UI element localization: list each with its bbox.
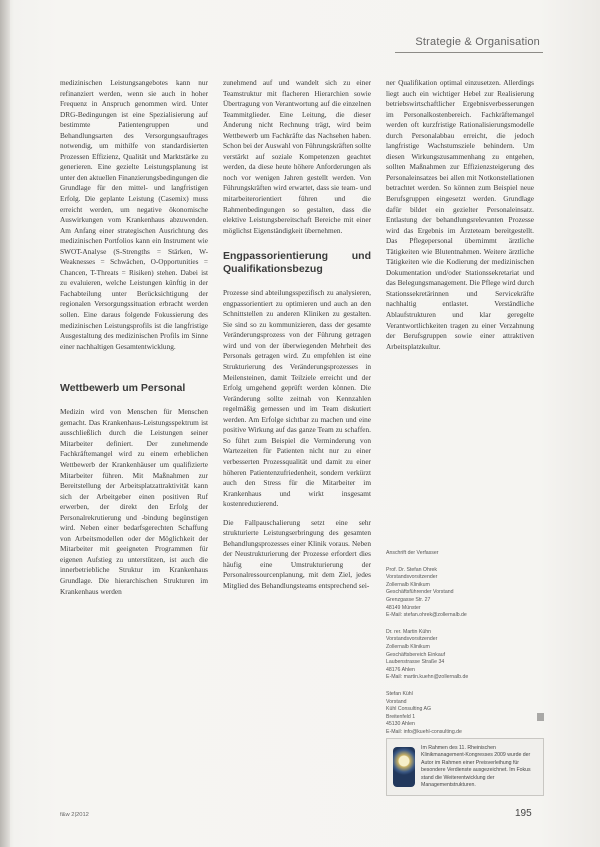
author-block — [386, 691, 534, 737]
paragraph: medizinischen Leistungsangebotes kann nur refinanziert werden, wenn sie auch in hoher Frequenz in Anspruch genommen wird. Unter DRG-Bedingungen ist eine Spezialisierung auf bestimmte Patientengruppen und Behandlungsarten des Versorgungsauftrages notwendig, um mithilfe von standardisierten Prozessen Effizienz, Qualität und Marktstärke zu generieren. Eine gezielte Leistungsplanung ist unter den aktuellen Finanzierungsbedingungen die Grundlage für den mittel- und langfristigen Erfolg. Die geplante Leistung (Casemix) muss erreicht werden, um negative ökonomische Auswirkungen vom Krankenhaus abzuwenden. Am Anfang einer strategischen Ausrichtung des medizinischen Portfolios kann ein Instrument wie SWOT-Analyse (S-Strengths = Stärken, W-Weaknesses = Schwächen, O-Opportunities = Chancen, T-Threats = Risiken) stehen. Dabei ist zu evaluieren, welche Leistungen künftig in der Fachabteilung unter Berücksichtigung der regionalen Versorgungssituation erbracht werden sollen. Eine daraus folgende Fokussierung des medizinischen Leistungsprofils ist die langfristige Ausgestaltung des medizinischen Profils im Sinne einer nachhaltigen Gesamtentwicklung. — [60, 78, 208, 351]
page-spine-shadow — [0, 0, 10, 847]
author-line: 45130 Ahlen — [386, 721, 415, 728]
author-line: Vorstand — [386, 698, 407, 705]
author-email: E-Mail: stefan.ohrek@zollernalb.de — [386, 612, 467, 619]
author-block — [386, 567, 534, 620]
author-line: Kühl Consulting AG — [386, 706, 431, 713]
section-title: Strategie & Organisation — [415, 36, 540, 48]
paragraph: Prozesse sind abteilungsspezifisch zu analysieren, engpassorientiert zu optimieren und auch an den Schnittstellen zu anderen Kliniken zu gestalten. Sie sind so zu kommunizieren, dass der gesamte Veränderungsprozess von der Führung getragen wird und von der überwiegenden Mehrheit des Personals getragen wird. Zu empfehlen ist eine Strukturierung des Veränderungsprozesses in Meilensteinen, damit Teilziele erreicht und der Erfolg umgehend geprüft werden können. Die Veränderung sollte zeitnah von Kennzahlen regelmäßig gemessen und im Team diskutiert werden. Am Erfolge sichtbar zu machen und eine positive Wirkung auf das ganze Team zu schaffen. So führt zum Beispiel die Verminderung von Wartezeiten für Patienten nicht nur zu einer verbesserten Prozessqualität und damit zu einer höheren Patientenzufriedenheit, sondern verkürzt auch den Stress für die Mitarbeiter im Krankenhaus und wirkt insgesamt kostenreduzierend. — [223, 288, 371, 509]
author-line: Grenzgasse Str. 27 — [386, 596, 431, 603]
author-line: Prof. Dr. Stefan Ohrek — [386, 566, 438, 573]
author-line: 48176 Ahlen — [386, 666, 415, 673]
award-medal-image — [393, 747, 415, 787]
header-rule — [395, 52, 543, 53]
author-line: Zollernalb Klinikum — [386, 643, 430, 650]
author-line: Laubenstrasse Straße 34 — [386, 659, 445, 666]
author-addresses — [386, 550, 534, 745]
text-column-1 — [60, 78, 208, 597]
end-mark-square — [537, 713, 544, 721]
paragraph: Medizin wird von Menschen für Menschen gemacht. Das Krankenhaus-Leistungsspektrum ist ausschließlich durch die Leistungen seiner Mitarbeiter definiert. Der zunehmende Fachkräftemangel wird zu einem erheblichen Wettbewerb der Krankenhäuser um qualifizierte Mitarbeiter führen. Mit Maßnahmen zur Bereitstellung der Arbeitsplatzattraktivität kann sich der Arbeitgeber einen positiven Ruf erwerben, der direkt den Erfolg der Personalrekrutierung und -bindung begünstigen wird. Neben einer bedarfsgerechten Schaffung von Arbeitsmodellen oder der Möglichkeit der Mitarbeiter mit geeigneten Programmen für eigenen Aufstieg zu unterstützen, ist auch die innerbetriebliche Struktur im Krankenhaus Grundlage. Die hierarchischen Strukturen im Krankenhaus werden — [60, 407, 208, 596]
text-column-3 — [386, 78, 534, 352]
text-column-2 — [223, 78, 371, 592]
author-line: Dr. rer. Martin Kühn — [386, 628, 431, 635]
footer-brand: f&w 2|2012 — [60, 812, 89, 818]
author-line: Geschäftsführender Vorstand — [386, 589, 454, 596]
paragraph-gap — [223, 510, 371, 518]
author-line: Zollernalb Klinikum — [386, 581, 430, 588]
author-line: Geschäftsbereich Einkauf — [386, 651, 446, 658]
author-block — [386, 629, 534, 682]
author-line: Vorstandsvorsitzender — [386, 574, 438, 581]
section-heading: Wettbewerb um Personal — [60, 382, 186, 395]
paragraph: zunehmend auf und wandelt sich zu einer Teamstruktur mit flacheren Hierarchien sowie Übertragung von Verantwortung auf die einzelnen Teammitglieder. Eine Leitung, die dieser Änderung nicht Rechnung trägt, wird beim Wettbewerb um Fachkräfte das Nachsehen haben. Schon bei der Auswahl von Führungskräften sollte verstärkt auf soziale Kompetenzen geachtet werden, da diese heute höhere Anforderungen als noch vor wenigen Jahren gestellt werden. Von Führungskräften wird erwartet, dass sie team- und mitarbeiterorientiert führen und die Rahmenbedingungen so gestalten, dass die elektive Leistungsbereitschaft Bereiche mit einer möglichst Eigenständigkeit übernehmen. — [223, 78, 371, 235]
author-email: E-Mail: martin.kuehn@zollernalb.de — [386, 674, 469, 681]
section-heading: Engpassorientierung und Qualifikationsbezug — [223, 250, 371, 276]
author-email: E-Mail: info@kuehl-consulting.de — [386, 728, 462, 735]
author-addresses-title: Anschrift der Verfasser — [386, 550, 439, 556]
award-info-box — [386, 738, 544, 796]
author-line: Breitenfeld 1 — [386, 713, 416, 720]
page-number: 195 — [515, 808, 532, 819]
paragraph: ner Qualifikation optimal einzusetzen. Allerdings liegt auch ein wichtiger Hebel zur Realisierung betriebswirtschaftlicher Ergebnisverbesserungen im Personalkostenbereich. Fachkräftemangel werden oft kurzfristige Rationalisierungsmodelle durch Personalabbau erreicht, die jedoch langfristige Wachstumsziele behindern. Um diesen Wirkungszusammenhang zu entgehen, sollten Maßnahmen zur Effizienzsteigerung des Personaleinsatzes bei allen mit Notkonstellationen betrachtet werden. So können zum Beispiel neue Berufsgruppen eingesetzt werden. Grundlage dafür bildet ein gezielter Personaleinsatz. Entlastung der behandlungsrelevanten Prozesse wird das Ergebnis im Ärzteteam bereitgestellt. Das Pflegepersonal übernimmt ärztliche Tätigkeiten wie Blutentnahmen. Weitere ärztliche Tätigkeiten wie die Kodierung der medizinischen Dokumentation und/oder Stationssekretariat und das Belegungsmanagement. Die Pflege wird durch Stationssekretärinnen und Servicekräfte nachhaltig entlastet. Verständliche Ablaufstrukturen und klar geregelte Verantwortlichkeiten tragen zu einer Verzahnung der Berufsgruppen sowie einer attraktiven Arbeitsplatzkultur. — [386, 78, 534, 351]
author-line: Stefan Kühl — [386, 690, 413, 697]
author-line: Vorstandsvorsitzender — [386, 636, 438, 643]
award-text: Im Rahmen des 11. Rheinischen Klinikmanagement-Kongresses 2009 wurde der Autor im Rahmen einer Preisverleihung für besondere Verdienste ausgezeichnet. Im Fokus stand die Weiterentwicklung der Managementstrukturen. — [421, 745, 531, 789]
paragraph: Die Fallpauschalierung setzt eine sehr strukturierte Leistungserbringung des gesamten Behandlungsprozesses einer Klinik voraus. Neben der Neustrukturierung der Prozesse erfordert dies häufig eine Umstrukturierung der Personalressourcenplanung, mit dem Ziel, jedes Mitglied des Behandlungsteams entsprechend sei- — [223, 517, 371, 590]
author-line: 48149 Münster — [386, 604, 421, 611]
